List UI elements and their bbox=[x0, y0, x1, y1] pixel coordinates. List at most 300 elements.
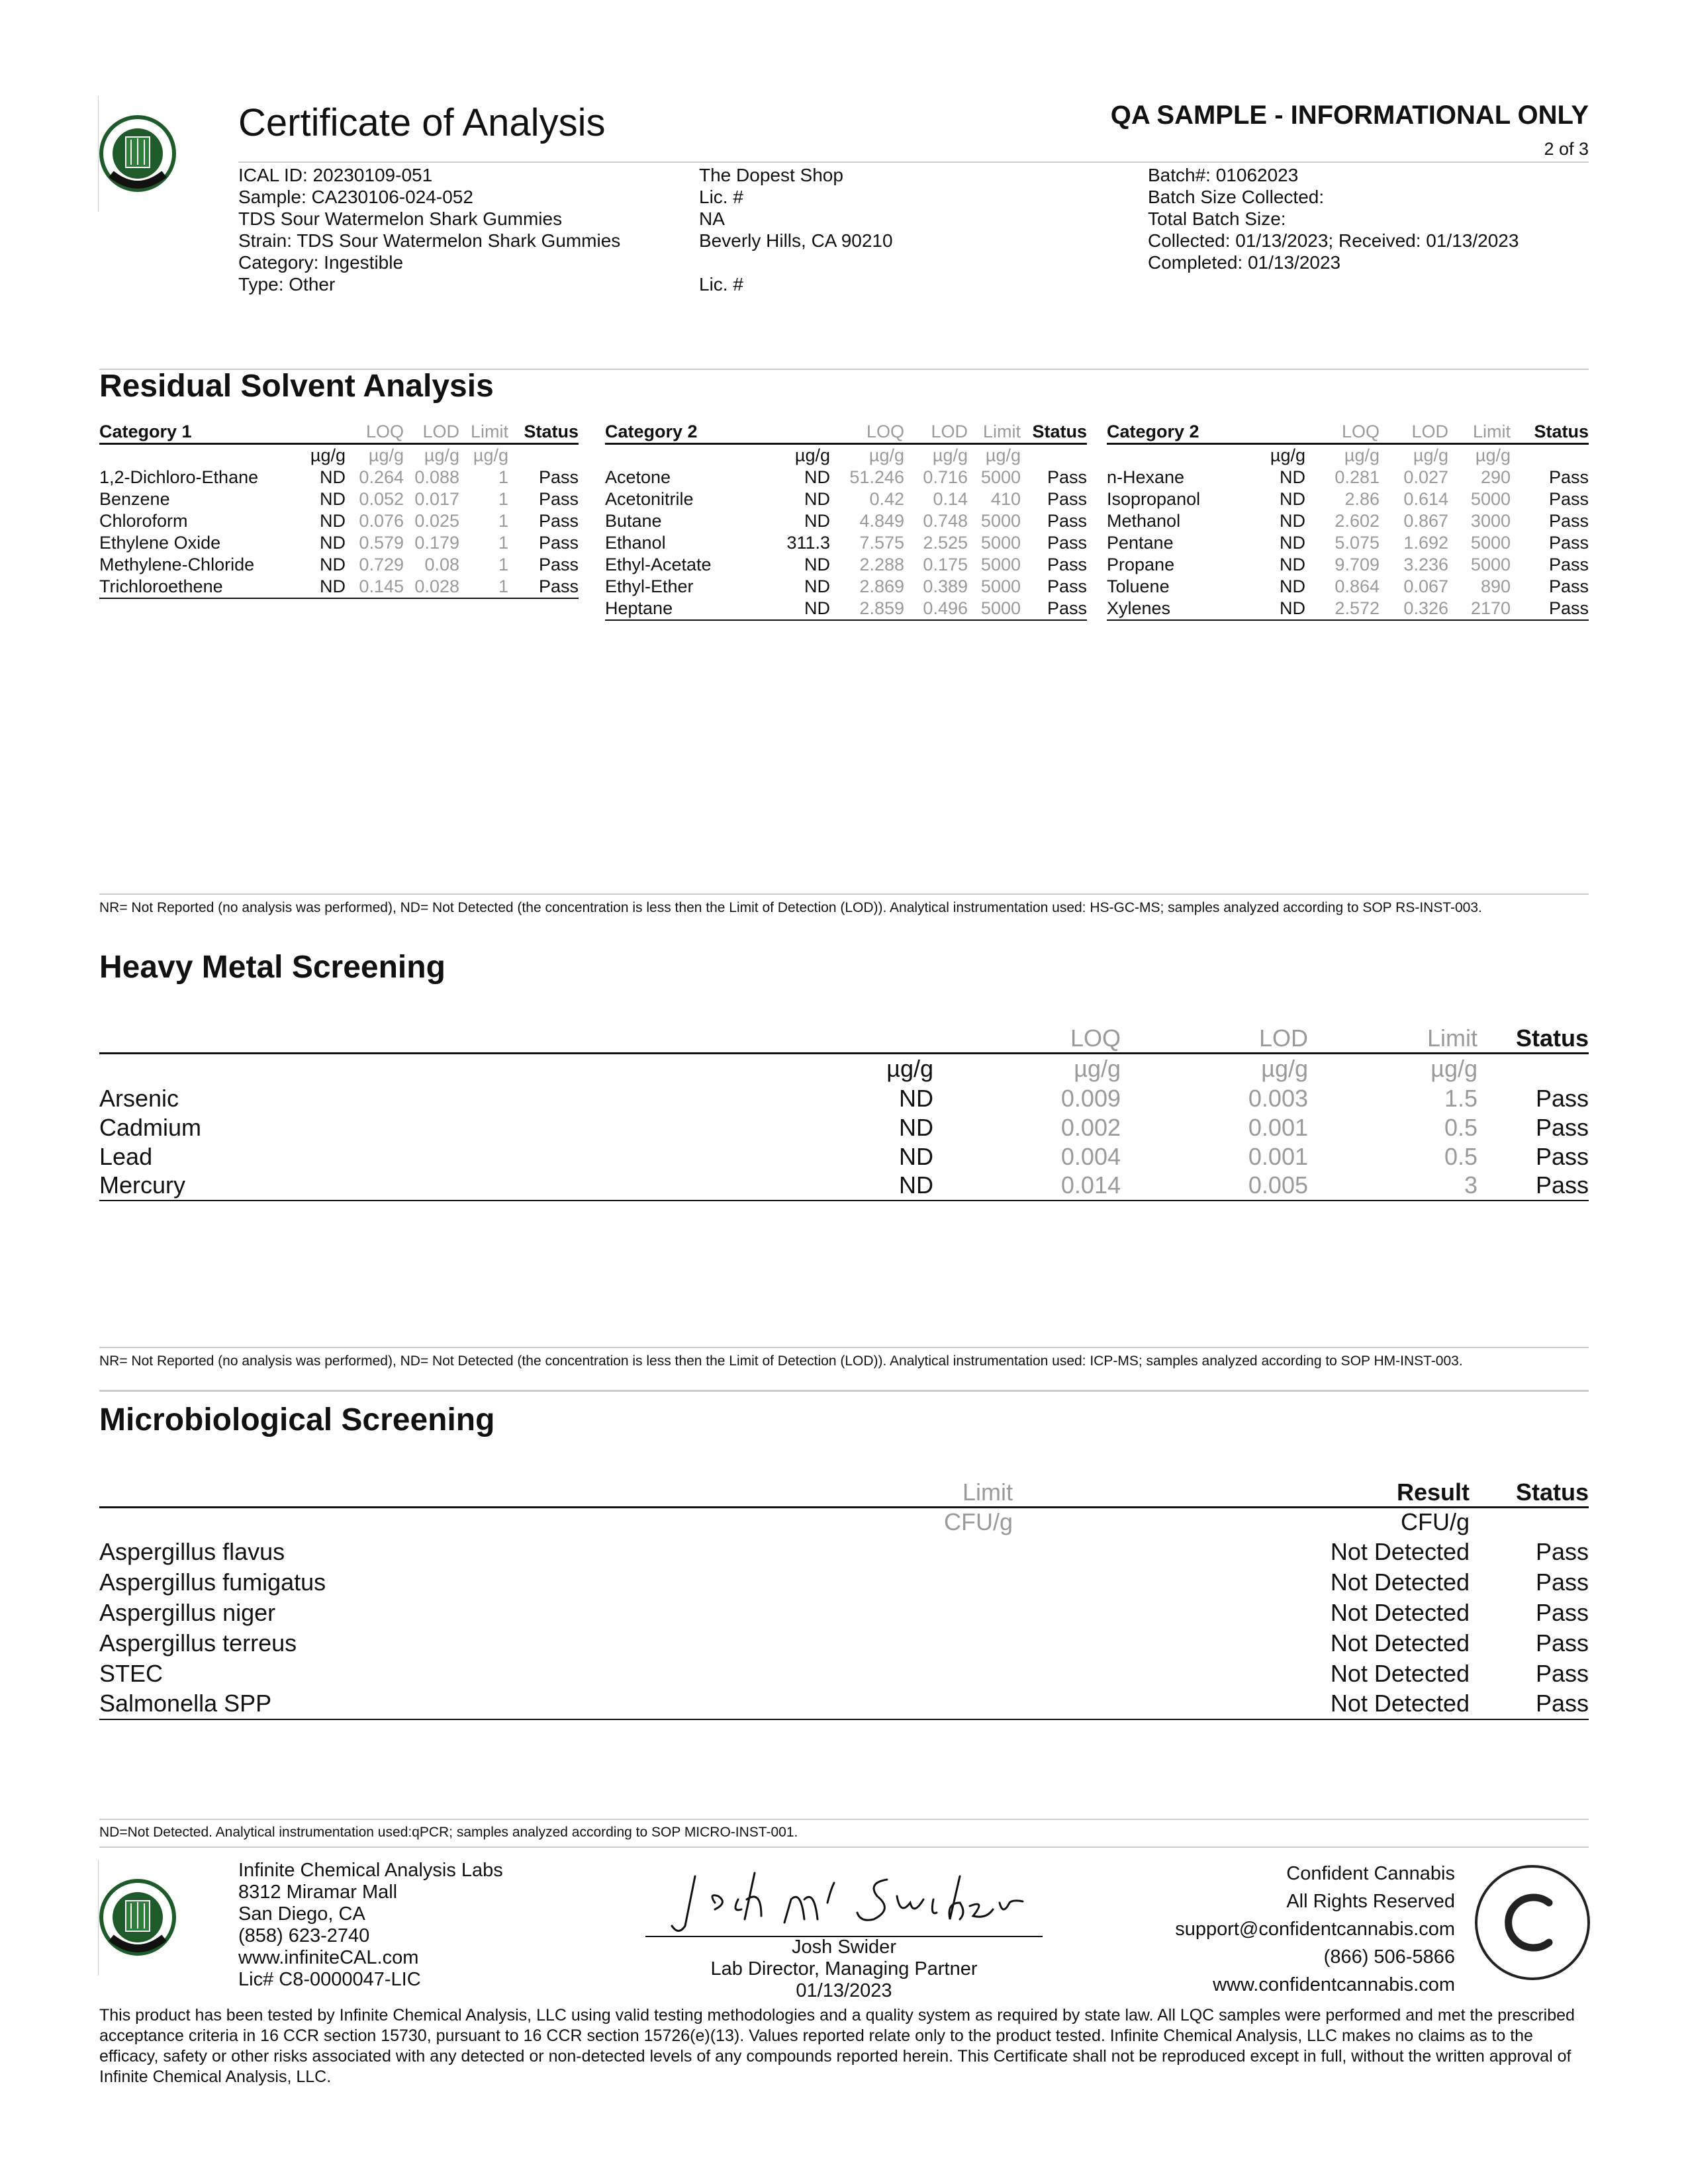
status-value: Pass bbox=[538, 489, 579, 509]
unit-label: µg/g bbox=[794, 445, 830, 465]
loq-value: 2.869 bbox=[859, 576, 904, 596]
limit-value: 1 bbox=[498, 555, 508, 574]
micro-table bbox=[99, 1479, 1589, 1720]
limit-value: 890 bbox=[1480, 576, 1511, 596]
lod-header: LOD bbox=[904, 421, 968, 444]
result-value: ND bbox=[320, 555, 346, 574]
limit-value bbox=[563, 1567, 1013, 1598]
lod-value: 0.08 bbox=[424, 555, 459, 574]
client-info-spacer bbox=[699, 251, 893, 273]
status-header: Status bbox=[1470, 1479, 1589, 1508]
unit-label: µg/g bbox=[424, 445, 459, 465]
lod-header: LOD bbox=[1380, 421, 1448, 444]
analyte-name: Acetonitrile bbox=[605, 489, 694, 509]
section-divider bbox=[99, 1347, 1589, 1348]
solvent-row bbox=[99, 554, 579, 576]
cc-line: Confident Cannabis bbox=[1286, 1863, 1455, 1884]
analyte-name: Methanol bbox=[1107, 511, 1181, 531]
solvent-row bbox=[1107, 576, 1589, 598]
batch-info-line: Batch#: 01062023 bbox=[1148, 165, 1299, 185]
lab-line: Infinite Chemical Analysis Labs bbox=[238, 1860, 503, 1881]
analyte-name: Ethyl-Acetate bbox=[605, 555, 712, 574]
loq-value: 0.264 bbox=[359, 467, 404, 487]
result-value: ND bbox=[899, 1142, 933, 1170]
section-divider bbox=[99, 1390, 1589, 1392]
unit-label: µg/g bbox=[1413, 445, 1448, 465]
limit-value: 5000 bbox=[980, 576, 1021, 596]
result-value: ND bbox=[1266, 598, 1305, 620]
loq-value: 0.052 bbox=[359, 489, 404, 509]
unit-label: CFU/g bbox=[943, 1508, 1013, 1536]
loq-header: LOQ bbox=[933, 1024, 1121, 1054]
solvent-section-title: Residual Solvent Analysis bbox=[99, 369, 494, 404]
sample-info-line: Strain: TDS Sour Watermelon Shark Gummies bbox=[238, 230, 621, 251]
loq-header: LOQ bbox=[1305, 421, 1380, 444]
result-value: Not Detected bbox=[1330, 1629, 1470, 1657]
limit-value: 5000 bbox=[980, 467, 1021, 487]
loq-value: 0.281 bbox=[1335, 467, 1380, 487]
status-value: Pass bbox=[1511, 598, 1589, 620]
limit-value bbox=[563, 1659, 1013, 1689]
unit-label: µg/g bbox=[1430, 1055, 1477, 1083]
status-value: Pass bbox=[1477, 1171, 1589, 1201]
status-value: Pass bbox=[538, 467, 579, 487]
client-info-line: Lic. # bbox=[699, 187, 743, 207]
result-value: ND bbox=[404, 1171, 933, 1201]
micro-note: ND=Not Detected. Analytical instrumentation used:qPCR; samples analyzed according to SOP MICRO-INST-001. bbox=[99, 1825, 798, 1840]
result-value: ND bbox=[1280, 511, 1305, 531]
solvent-row bbox=[1107, 554, 1589, 576]
category-header: Category 2 bbox=[605, 421, 764, 444]
analyte-name: Aspergillus terreus bbox=[99, 1629, 297, 1657]
limit-value: 1 bbox=[498, 489, 508, 509]
solvent-row bbox=[605, 554, 1087, 576]
result-value: ND bbox=[1280, 489, 1305, 509]
loq-value: 2.288 bbox=[859, 555, 904, 574]
unit-label: µg/g bbox=[1475, 445, 1511, 465]
loq-value: 0.009 bbox=[1060, 1084, 1121, 1112]
unit-label: µg/g bbox=[985, 445, 1021, 465]
micro-row bbox=[99, 1598, 1589, 1628]
status-value: Pass bbox=[1535, 1113, 1589, 1141]
unit-label: µg/g bbox=[473, 445, 508, 465]
status-value: Pass bbox=[1548, 555, 1589, 574]
limit-value: 1 bbox=[498, 467, 508, 487]
metals-table bbox=[99, 1024, 1589, 1201]
analyte-name: Lead bbox=[99, 1142, 153, 1170]
loq-value: 7.575 bbox=[859, 533, 904, 553]
analyte-name: n-Hexane bbox=[1107, 467, 1185, 487]
result-value: Not Detected bbox=[1330, 1568, 1470, 1596]
limit-header: Limit bbox=[1448, 421, 1511, 444]
result-value: ND bbox=[804, 511, 830, 531]
lod-value: 0.067 bbox=[1403, 576, 1448, 596]
solvent-note: NR= Not Reported (no analysis was performed), ND= Not Detected (the concentration is less then the Limit of Detection (LOD)). Analytical instrumentation used: HS-GC-MS; samples analyzed according to SOP RS-INST-003. bbox=[99, 900, 1482, 915]
analyte-name: Trichloroethene bbox=[99, 576, 306, 598]
disclaimer: This product has been tested by Infinite Chemical Analysis, LLC using valid testing methodologies and a quality system as required by state law. All LQC samples were performed and met the prescribed acceptance criteria in 16 CCR section 15730, pursuant to 16 CCR section 15726(e)(13). Values reported relate only to the product tested. Infinite Chemical Analysis, LLC makes no claims as to the efficacy, safety or other risks associated with any detected or non-detected levels of any compounds reported herein. This Certificate shall not be reproduced except in full, without the written approval of Infinite Chemical Analysis, LLC. bbox=[99, 2006, 1575, 2086]
lod-value: 0.716 bbox=[923, 467, 968, 487]
category-header: Category 1 bbox=[99, 421, 306, 444]
metal-row bbox=[99, 1113, 1589, 1142]
loq-value: 2.602 bbox=[1335, 511, 1380, 531]
loq-value: 0.864 bbox=[1335, 576, 1380, 596]
solvent-row bbox=[605, 488, 1087, 510]
qa-label: QA SAMPLE - INFORMATIONAL ONLY bbox=[1110, 101, 1589, 130]
limit-header: Limit bbox=[968, 421, 1021, 444]
lod-value: 0.001 bbox=[1248, 1113, 1308, 1141]
solvent-row bbox=[99, 532, 579, 554]
batch-info-line: Total Batch Size: bbox=[1148, 208, 1286, 229]
lod-value: 0.027 bbox=[1403, 467, 1448, 487]
lod-header: LOD bbox=[1121, 1024, 1308, 1054]
limit-header: Limit bbox=[459, 421, 508, 444]
result-value: ND bbox=[1280, 576, 1305, 596]
micro-row bbox=[99, 1567, 1589, 1598]
analyte-name: Ethanol bbox=[605, 533, 666, 553]
limit-value: 5000 bbox=[1470, 555, 1511, 574]
analyte-name: Benzene bbox=[99, 489, 170, 509]
solvent-row bbox=[99, 467, 579, 488]
loq-value: 0.729 bbox=[359, 555, 404, 574]
result-value: ND bbox=[320, 511, 346, 531]
status-value: Pass bbox=[1047, 511, 1087, 531]
limit-value: 1 bbox=[459, 576, 508, 598]
lod-value: 0.614 bbox=[1403, 489, 1448, 509]
limit-value: 0.5 bbox=[1444, 1142, 1477, 1170]
limit-value: 5000 bbox=[968, 598, 1021, 620]
analyte-name: Aspergillus niger bbox=[99, 1598, 276, 1626]
header-divider bbox=[238, 161, 1589, 163]
unit-label: µg/g bbox=[932, 445, 968, 465]
limit-value: 410 bbox=[990, 489, 1021, 509]
status-header: Status bbox=[508, 421, 579, 444]
sample-info-line: ICAL ID: 20230109-051 bbox=[238, 165, 433, 185]
lod-value: 0.496 bbox=[904, 598, 968, 620]
solvent-row bbox=[605, 598, 1087, 620]
result-value: ND bbox=[306, 576, 346, 598]
ical-logo bbox=[98, 96, 177, 212]
limit-value: 3000 bbox=[1470, 511, 1511, 531]
metals-section-title: Heavy Metal Screening bbox=[99, 950, 445, 985]
micro-row bbox=[99, 1537, 1589, 1567]
batch-info-line: Batch Size Collected: bbox=[1148, 187, 1325, 207]
unit-label: µg/g bbox=[1270, 445, 1305, 465]
signature-date: 01/13/2023 bbox=[796, 1980, 892, 2001]
loq-value: 4.849 bbox=[859, 511, 904, 531]
lod-value: 0.088 bbox=[414, 467, 459, 487]
micro-row bbox=[99, 1628, 1589, 1659]
status-value: Pass bbox=[1548, 489, 1589, 509]
lod-value: 0.028 bbox=[404, 576, 459, 598]
lod-value: 0.14 bbox=[933, 489, 968, 509]
solvent-row bbox=[605, 576, 1087, 598]
solvent-table-2 bbox=[605, 421, 1087, 621]
loq-value: 0.014 bbox=[933, 1171, 1121, 1201]
analyte-name: Arsenic bbox=[99, 1084, 179, 1112]
batch-info-line: Completed: 01/13/2023 bbox=[1148, 252, 1341, 273]
limit-value bbox=[563, 1689, 1013, 1719]
cc-line: All Rights Reserved bbox=[1286, 1891, 1455, 1912]
loq-value: 51.246 bbox=[849, 467, 904, 487]
solvent-row bbox=[99, 576, 579, 598]
loq-value: 2.86 bbox=[1344, 489, 1380, 509]
analyte-name: Toluene bbox=[1107, 576, 1170, 596]
sample-info-line: Type: Other bbox=[238, 274, 336, 295]
micro-row bbox=[99, 1689, 1589, 1719]
lab-line: 8312 Miramar Mall bbox=[238, 1882, 398, 1903]
status-value: Pass bbox=[1535, 1142, 1589, 1170]
analyte-name: Aspergillus flavus bbox=[99, 1537, 285, 1565]
status-value: Pass bbox=[1021, 598, 1087, 620]
result-value: ND bbox=[764, 598, 830, 620]
status-value: Pass bbox=[1548, 511, 1589, 531]
limit-value: 5000 bbox=[1470, 489, 1511, 509]
sample-info-line: Sample: CA230106-024-052 bbox=[238, 187, 473, 207]
analyte-name: Methylene-Chloride bbox=[99, 555, 255, 574]
status-value: Pass bbox=[1535, 1084, 1589, 1112]
unit-label: µg/g bbox=[1261, 1055, 1308, 1083]
client-info-line: Beverly Hills, CA 90210 bbox=[699, 230, 893, 251]
unit-label: µg/g bbox=[1074, 1055, 1121, 1083]
status-value: Pass bbox=[1548, 467, 1589, 487]
lod-value: 0.005 bbox=[1121, 1171, 1308, 1201]
analyte-name: Cadmium bbox=[99, 1113, 202, 1141]
limit-value: 5000 bbox=[980, 511, 1021, 531]
status-value: Pass bbox=[508, 576, 579, 598]
result-value: Not Detected bbox=[1330, 1659, 1470, 1687]
loq-value: 0.42 bbox=[869, 489, 904, 509]
section-divider bbox=[99, 893, 1589, 895]
analyte-name: Pentane bbox=[1107, 533, 1174, 553]
metals-note: NR= Not Reported (no analysis was performed), ND= Not Detected (the concentration is less then the Limit of Detection (LOD)). Analytical instrumentation used: ICP-MS; samples analyzed according to SOP HM-INST-003. bbox=[99, 1353, 1463, 1369]
limit-value bbox=[563, 1628, 1013, 1659]
lod-value: 0.867 bbox=[1403, 511, 1448, 531]
result-value: ND bbox=[1280, 555, 1305, 574]
solvent-table-1 bbox=[99, 421, 579, 599]
result-value: ND bbox=[320, 467, 346, 487]
loq-value: 2.859 bbox=[830, 598, 904, 620]
metal-row bbox=[99, 1142, 1589, 1171]
result-value: Not Detected bbox=[1013, 1689, 1470, 1719]
result-value: ND bbox=[320, 533, 346, 553]
client-info-line: Lic. # bbox=[699, 274, 743, 295]
result-value: Not Detected bbox=[1330, 1598, 1470, 1626]
analyte-name: Isopropanol bbox=[1107, 489, 1201, 509]
analyte-name: STEC bbox=[99, 1659, 164, 1687]
signer-name: Josh Swider bbox=[792, 1936, 896, 1958]
loq-header: LOQ bbox=[830, 421, 904, 444]
analyte-name: Acetone bbox=[605, 467, 671, 487]
loq-value: 0.004 bbox=[1060, 1142, 1121, 1170]
unit-label: µg/g bbox=[868, 445, 904, 465]
analyte-name: Heptane bbox=[605, 598, 764, 620]
metal-row bbox=[99, 1171, 1589, 1201]
unit-label: µg/g bbox=[310, 445, 346, 465]
solvent-row bbox=[605, 532, 1087, 554]
limit-value: 5000 bbox=[980, 555, 1021, 574]
result-value: ND bbox=[899, 1084, 933, 1112]
result-value: ND bbox=[804, 467, 830, 487]
loq-header: LOQ bbox=[346, 421, 404, 444]
lod-value: 1.692 bbox=[1403, 533, 1448, 553]
cc-website: www.confidentcannabis.com bbox=[1213, 1974, 1455, 1995]
category-header: Category 2 bbox=[1107, 421, 1266, 444]
metal-row bbox=[99, 1084, 1589, 1113]
result-value: ND bbox=[804, 576, 830, 596]
limit-value: 5000 bbox=[1470, 533, 1511, 553]
solvent-row bbox=[1107, 467, 1589, 488]
limit-value bbox=[563, 1598, 1013, 1628]
section-divider bbox=[99, 1819, 1589, 1820]
confident-cannabis-seal bbox=[1473, 1863, 1592, 1982]
analyte-name: Ethyl-Ether bbox=[605, 576, 694, 596]
limit-value bbox=[563, 1537, 1013, 1567]
lab-line: (858) 623-2740 bbox=[238, 1925, 370, 1946]
lab-address bbox=[238, 1860, 503, 1991]
analyte-name: Chloroform bbox=[99, 511, 188, 531]
lod-value: 0.017 bbox=[414, 489, 459, 509]
limit-value: 1 bbox=[498, 533, 508, 553]
limit-header: Limit bbox=[1308, 1024, 1477, 1054]
micro-section-title: Microbiological Screening bbox=[99, 1402, 495, 1437]
lod-value: 0.179 bbox=[414, 533, 459, 553]
lod-value: 0.175 bbox=[923, 555, 968, 574]
solvent-row bbox=[1107, 532, 1589, 554]
status-value: Pass bbox=[1535, 1537, 1589, 1565]
loq-value: 5.075 bbox=[1335, 533, 1380, 553]
lod-value: 0.003 bbox=[1248, 1084, 1308, 1112]
micro-row bbox=[99, 1659, 1589, 1689]
result-value: 311.3 bbox=[786, 533, 830, 553]
sample-info-line: Category: Ingestible bbox=[238, 252, 404, 273]
result-value: ND bbox=[320, 489, 346, 509]
loq-value: 0.002 bbox=[1060, 1113, 1121, 1141]
client-info-line: The Dopest Shop bbox=[699, 165, 843, 185]
result-value: ND bbox=[804, 555, 830, 574]
page-title: Certificate of Analysis bbox=[238, 101, 606, 144]
result-value: Not Detected bbox=[1330, 1537, 1470, 1565]
signer-block bbox=[645, 1936, 1043, 2002]
lod-value: 0.748 bbox=[923, 511, 968, 531]
status-value: Pass bbox=[1047, 576, 1087, 596]
status-header: Status bbox=[1021, 421, 1087, 444]
result-header: Result bbox=[1013, 1479, 1470, 1508]
analyte-name: Mercury bbox=[99, 1171, 404, 1201]
solvent-row bbox=[1107, 598, 1589, 620]
lod-value: 0.001 bbox=[1248, 1142, 1308, 1170]
limit-value: 1.5 bbox=[1444, 1084, 1477, 1112]
confident-cannabis-info bbox=[1175, 1860, 1455, 1999]
client-info bbox=[699, 164, 893, 295]
lod-value: 0.389 bbox=[923, 576, 968, 596]
status-header: Status bbox=[1477, 1024, 1589, 1054]
limit-header: Limit bbox=[563, 1479, 1013, 1508]
result-value: ND bbox=[804, 489, 830, 509]
limit-value: 1 bbox=[498, 511, 508, 531]
status-value: Pass bbox=[538, 533, 579, 553]
loq-value: 0.145 bbox=[346, 576, 404, 598]
limit-value: 3 bbox=[1308, 1171, 1477, 1201]
lab-line: San Diego, CA bbox=[238, 1903, 365, 1925]
batch-info-line: Collected: 01/13/2023; Received: 01/13/2023 bbox=[1148, 230, 1519, 251]
solvent-row bbox=[605, 467, 1087, 488]
cc-email: support@confidentcannabis.com bbox=[1175, 1919, 1455, 1940]
status-value: Pass bbox=[1548, 576, 1589, 596]
ical-logo bbox=[98, 1860, 177, 1976]
unit-label: µg/g bbox=[1344, 445, 1380, 465]
loq-value: 9.709 bbox=[1335, 555, 1380, 574]
lod-header: LOD bbox=[404, 421, 459, 444]
signature bbox=[669, 1863, 1039, 1936]
status-value: Pass bbox=[1535, 1568, 1589, 1596]
lab-line: Lic# C8-0000047-LIC bbox=[238, 1969, 421, 1990]
lod-value: 2.525 bbox=[923, 533, 968, 553]
analyte-name: Aspergillus fumigatus bbox=[99, 1568, 326, 1596]
signer-role: Lab Director, Managing Partner bbox=[710, 1958, 978, 1979]
lod-value: 3.236 bbox=[1403, 555, 1448, 574]
solvent-row bbox=[99, 510, 579, 532]
sample-info-line: TDS Sour Watermelon Shark Gummies bbox=[238, 208, 563, 229]
limit-value: 0.5 bbox=[1444, 1113, 1477, 1141]
analyte-name: Butane bbox=[605, 511, 662, 531]
status-value: Pass bbox=[1535, 1659, 1589, 1687]
loq-value: 0.579 bbox=[359, 533, 404, 553]
loq-value: 0.076 bbox=[359, 511, 404, 531]
cc-phone: (866) 506-5866 bbox=[1323, 1946, 1455, 1968]
result-value: ND bbox=[1280, 467, 1305, 487]
limit-value: 290 bbox=[1480, 467, 1511, 487]
client-info-line: NA bbox=[699, 208, 725, 229]
unit-label: µg/g bbox=[886, 1055, 933, 1083]
loq-value: 2.572 bbox=[1305, 598, 1380, 620]
lod-value: 0.025 bbox=[414, 511, 459, 531]
limit-value: 5000 bbox=[980, 533, 1021, 553]
analyte-name: 1,2-Dichloro-Ethane bbox=[99, 467, 259, 487]
status-value: Pass bbox=[1470, 1689, 1589, 1719]
result-value: ND bbox=[899, 1113, 933, 1141]
status-value: Pass bbox=[1047, 467, 1087, 487]
status-value: Pass bbox=[1535, 1598, 1589, 1626]
page-number: 2 of 3 bbox=[1544, 139, 1589, 159]
status-header: Status bbox=[1511, 421, 1589, 444]
solvent-row bbox=[99, 488, 579, 510]
status-value: Pass bbox=[1047, 555, 1087, 574]
limit-value: 2170 bbox=[1448, 598, 1511, 620]
lab-line: www.infiniteCAL.com bbox=[238, 1947, 419, 1968]
status-value: Pass bbox=[538, 555, 579, 574]
status-value: Pass bbox=[1047, 489, 1087, 509]
unit-label: CFU/g bbox=[1400, 1508, 1470, 1536]
unit-label: µg/g bbox=[368, 445, 404, 465]
section-divider bbox=[99, 1846, 1589, 1848]
sample-info bbox=[238, 164, 620, 295]
analyte-name: Xylenes bbox=[1107, 598, 1266, 620]
solvent-row bbox=[605, 510, 1087, 532]
status-value: Pass bbox=[1548, 533, 1589, 553]
lod-value: 0.326 bbox=[1380, 598, 1448, 620]
batch-info bbox=[1148, 164, 1519, 273]
analyte-name: Ethylene Oxide bbox=[99, 533, 221, 553]
analyte-name: Salmonella SPP bbox=[99, 1689, 563, 1719]
status-value: Pass bbox=[1047, 533, 1087, 553]
analyte-name: Propane bbox=[1107, 555, 1175, 574]
status-value: Pass bbox=[1535, 1629, 1589, 1657]
solvent-table-3 bbox=[1107, 421, 1589, 621]
solvent-row bbox=[1107, 488, 1589, 510]
status-value: Pass bbox=[538, 511, 579, 531]
solvent-row bbox=[1107, 510, 1589, 532]
result-value: ND bbox=[1280, 533, 1305, 553]
